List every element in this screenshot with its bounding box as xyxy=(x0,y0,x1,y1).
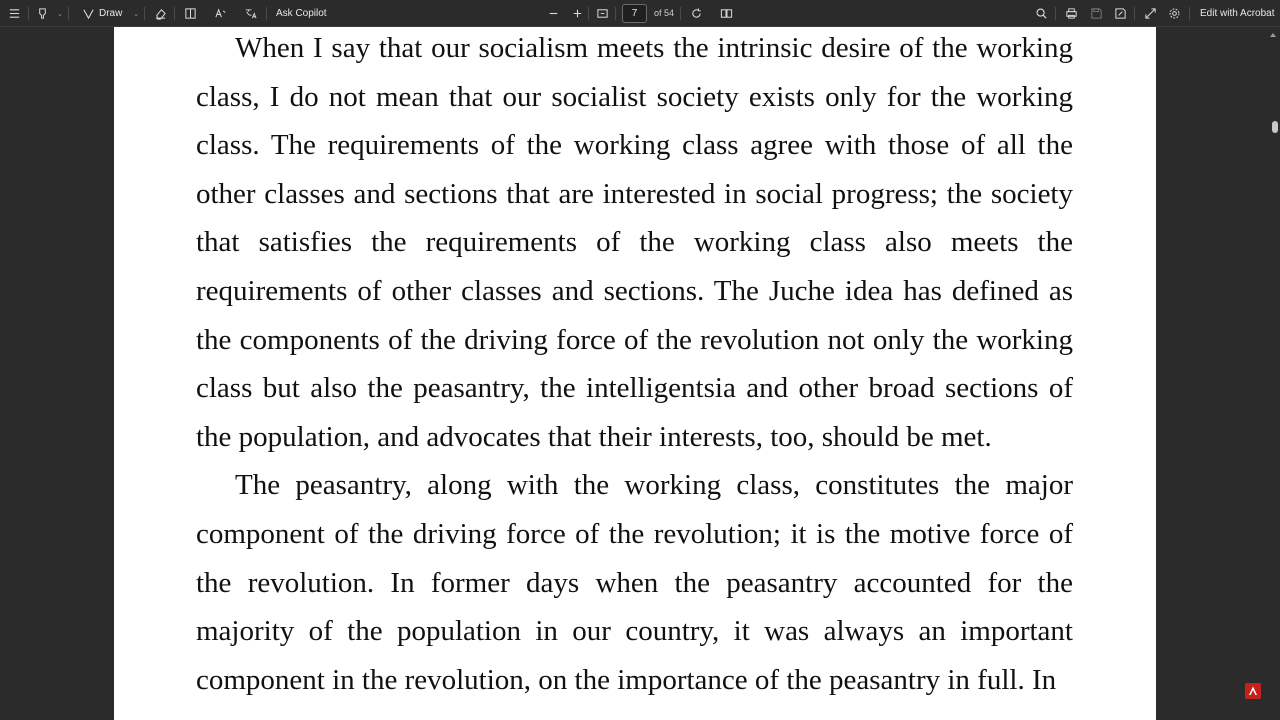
toolbar-divider xyxy=(615,7,616,20)
toolbar-divider xyxy=(68,7,69,20)
save-icon[interactable] xyxy=(1086,0,1106,27)
page-number-input[interactable]: 7 xyxy=(622,4,647,23)
settings-icon[interactable] xyxy=(1164,0,1184,27)
toolbar-divider xyxy=(1134,7,1135,20)
fit-page-icon[interactable] xyxy=(592,0,612,27)
toolbar-divider xyxy=(680,7,681,20)
pdf-page xyxy=(114,27,1156,720)
ask-copilot-button[interactable]: Ask Copilot xyxy=(276,8,327,19)
highlight-icon[interactable] xyxy=(32,0,52,27)
scrollbar-thumb[interactable] xyxy=(1272,121,1278,133)
toolbar-divider xyxy=(266,7,267,20)
save-as-icon[interactable] xyxy=(1110,0,1130,27)
toolbar-divider xyxy=(588,7,589,20)
acrobat-logo-icon[interactable] xyxy=(1245,683,1261,699)
edit-with-acrobat-button[interactable]: Edit with Acrobat xyxy=(1200,8,1275,19)
search-icon[interactable] xyxy=(1031,0,1051,27)
print-icon[interactable] xyxy=(1061,0,1081,27)
toolbar xyxy=(0,0,1280,27)
toolbar-divider xyxy=(1189,7,1190,20)
eraser-icon[interactable] xyxy=(150,0,170,27)
rotate-icon[interactable] xyxy=(686,0,706,27)
toolbar-divider xyxy=(144,7,145,20)
translate-icon[interactable] xyxy=(240,0,260,27)
fullscreen-icon[interactable] xyxy=(1140,0,1160,27)
paragraph: The peasantry, along with the working class, constitutes the major component of the driving force of the revolution; it is the motive force of the revolution. In former days when the peasantry accounted for the majority of the population in our country, it was always an important component in the revolution, on the importance of the peasantry in full. In xyxy=(196,469,1073,696)
page-content xyxy=(196,27,1073,704)
chevron-down-icon[interactable]: ⌄ xyxy=(133,10,139,18)
read-aloud-icon[interactable] xyxy=(210,0,230,27)
toolbar-divider xyxy=(28,7,29,20)
scroll-up-icon[interactable] xyxy=(1270,33,1276,37)
two-page-icon[interactable] xyxy=(716,0,736,27)
zoom-out-icon[interactable] xyxy=(543,0,563,27)
page-count: of 54 xyxy=(654,8,675,18)
paragraph: When I say that our socialism meets the intrinsic desire of the working class, I do not mean that our socialist society exists only for the working class. The requirements of the working class agree with those of all the other classes and sections that are interested in social progress; the society that satisfies the requirements of the working class also meets the requirements of other classes and sections. The Juche idea has defined as the components of the driving force of the revolution not only the working class but also the peasantry, the intelligentsia and other broad sections of the population, and advocates that their interests, too, should be met. xyxy=(196,32,1073,453)
contents-icon[interactable] xyxy=(4,0,24,27)
draw-button[interactable]: Draw xyxy=(99,8,123,19)
draw-icon[interactable] xyxy=(78,0,98,27)
chevron-down-icon[interactable]: ⌄ xyxy=(57,10,63,18)
toolbar-divider xyxy=(174,7,175,20)
toolbar-divider xyxy=(1055,7,1056,20)
zoom-in-icon[interactable] xyxy=(567,0,587,27)
page-view-icon[interactable] xyxy=(180,0,200,27)
